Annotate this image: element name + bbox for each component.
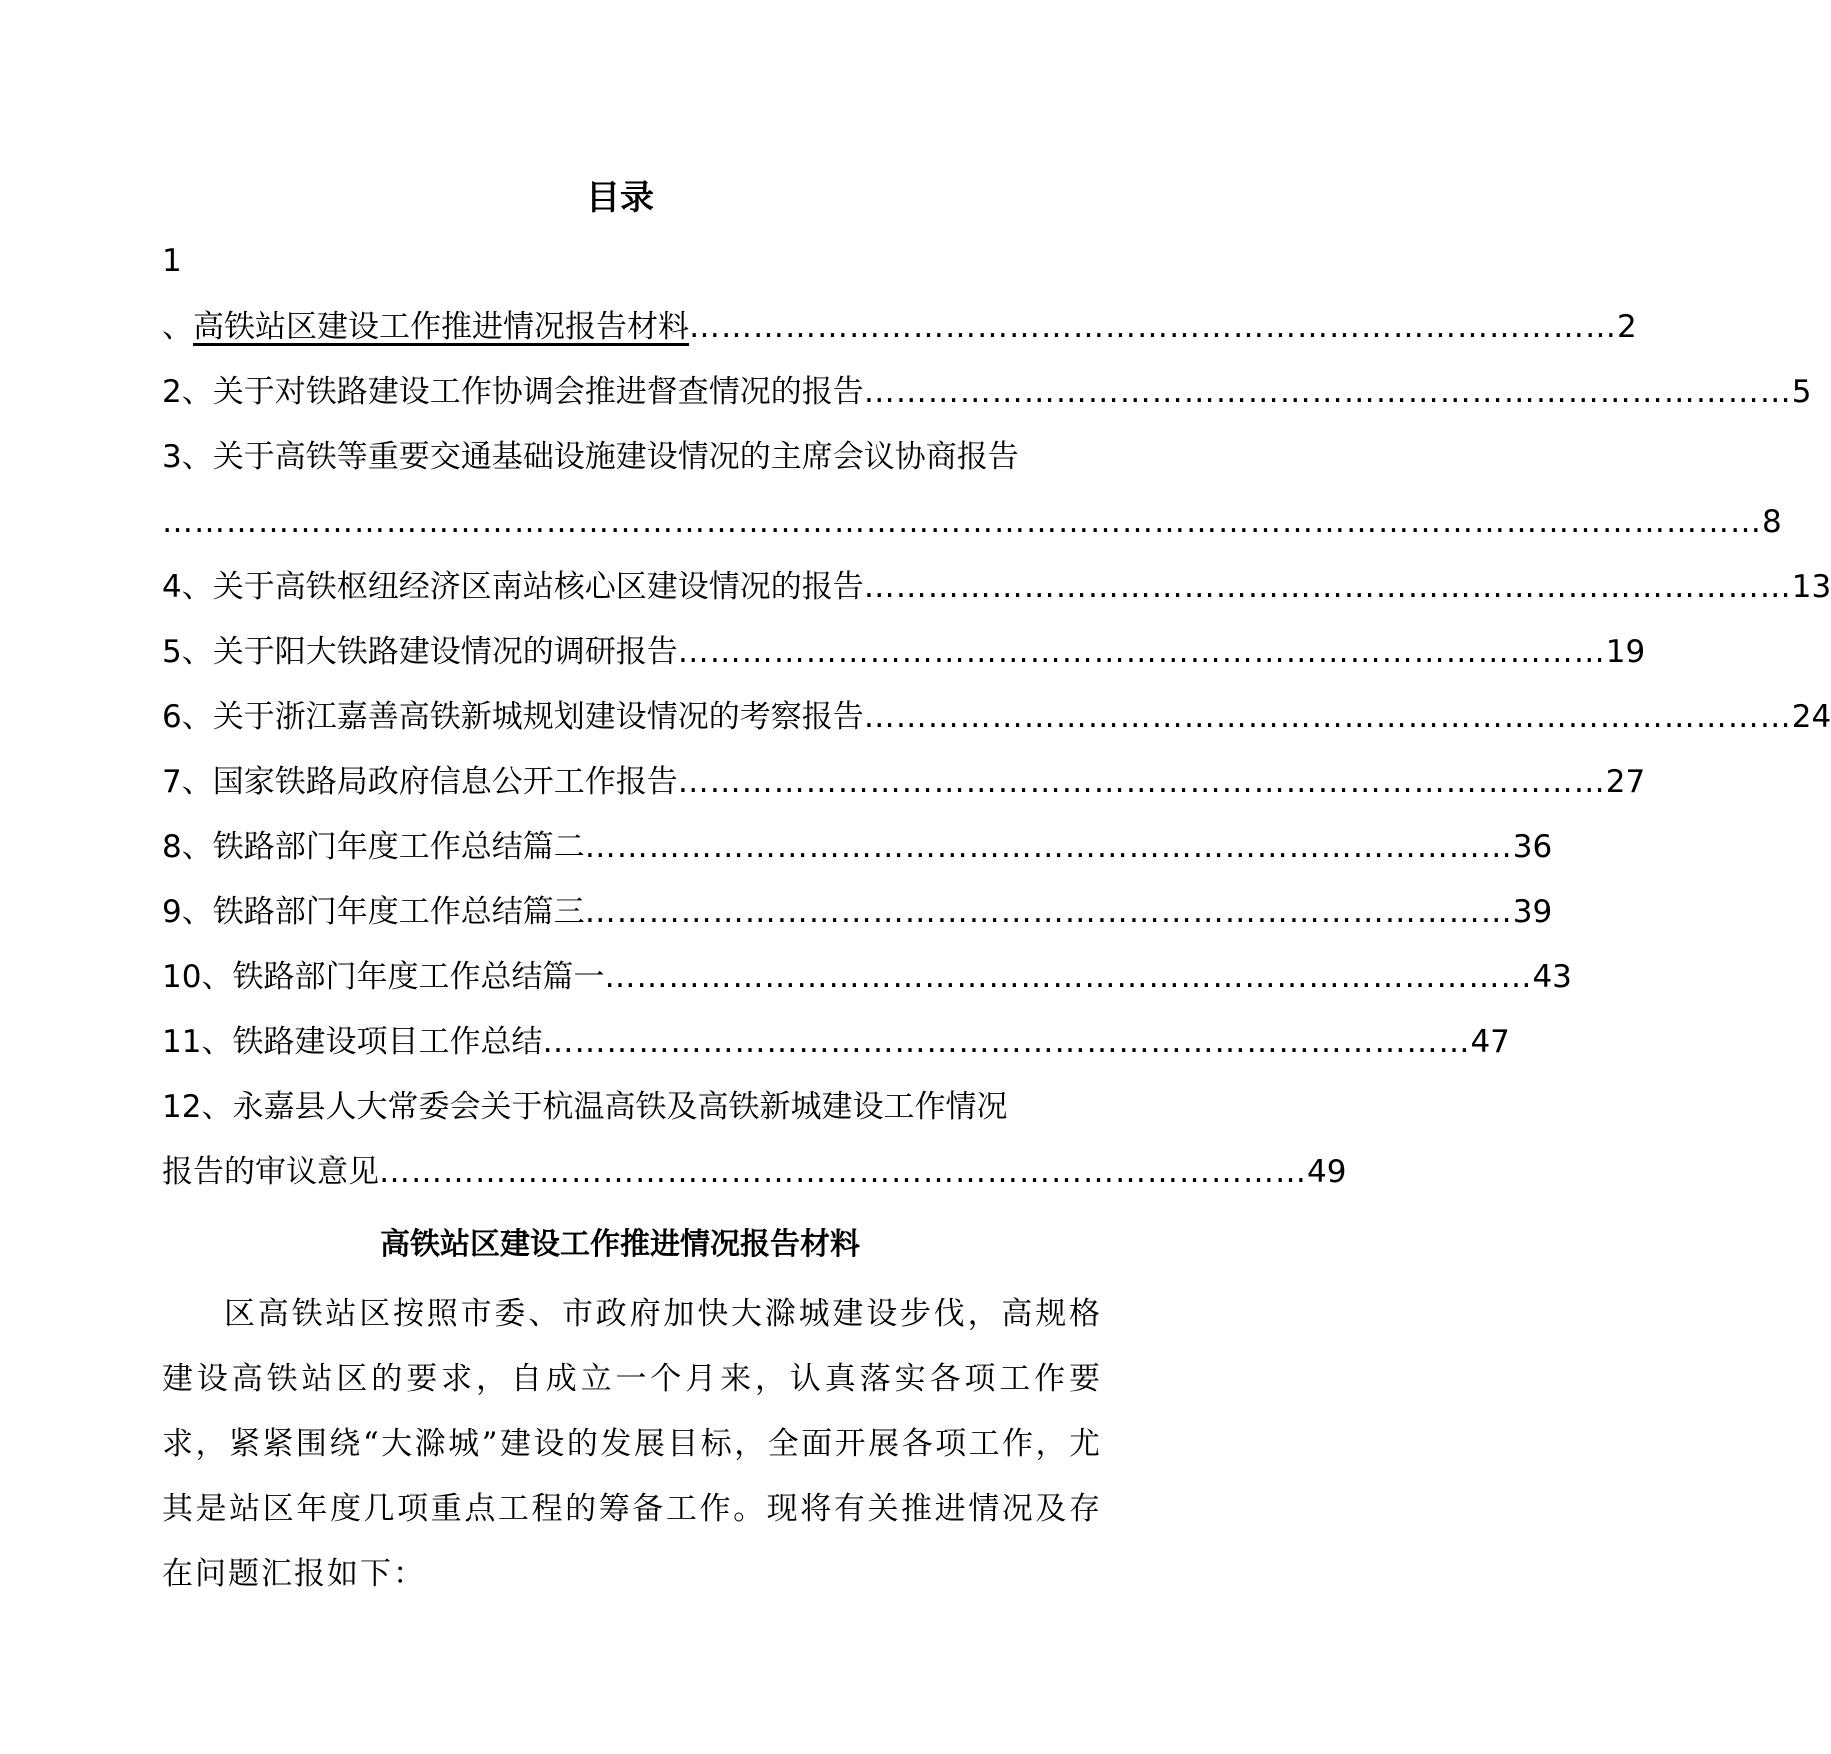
toc-entry-page: 2: [1617, 309, 1637, 345]
toc-entry-title: 6、关于浙江嘉善高铁新城规划建设情况的考察报告: [162, 699, 864, 735]
toc-leader-dots: ……………………………………………………………………………: [379, 1154, 1307, 1190]
toc-entry-6[interactable]: [162, 692, 1831, 742]
toc-entry-5[interactable]: [162, 627, 1646, 677]
toc-entry-title-continued: 报告的审议意见: [162, 1154, 379, 1190]
toc-entry-12-leader[interactable]: [162, 1147, 1347, 1197]
toc-entry-title: 2、关于对铁路建设工作协调会推进督查情况的报告: [162, 374, 864, 410]
toc-leader-dots: ……………………………………………………………………………: [604, 959, 1533, 995]
toc-entry-page: 5: [1791, 374, 1812, 410]
toc-leader-dots: ……………………………………………………………………………………………………………………………………: [162, 504, 1762, 540]
toc-leader-dots: ……………………………………………………………………………: [677, 634, 1606, 670]
toc-entry-page: 39: [1512, 894, 1553, 930]
toc-entry-7[interactable]: [162, 757, 1646, 807]
toc-entry-3-title[interactable]: [162, 432, 1100, 482]
toc-entry-number: 1: [162, 243, 182, 279]
toc-entry-8[interactable]: [162, 822, 1553, 872]
toc-entry-page: 47: [1470, 1024, 1510, 1060]
toc-entry-page: 13: [1791, 569, 1831, 605]
toc-leader-dots: ……………………………………………………………………………: [689, 309, 1617, 345]
toc-entry-page: 49: [1307, 1154, 1347, 1190]
toc-entry-title: 5、关于阳大铁路建设情况的调研报告: [162, 634, 678, 670]
toc-leader-dots: ……………………………………………………………………………: [584, 829, 1513, 865]
toc-entry-12-title[interactable]: [162, 1082, 1100, 1132]
toc-entry-11[interactable]: [162, 1017, 1510, 1067]
toc-entry-title: 7、国家铁路局政府信息公开工作报告: [162, 764, 678, 800]
toc-entry-link[interactable]: 高铁站区建设工作推进情况报告材料: [193, 309, 689, 345]
toc-entry-1[interactable]: [162, 302, 1637, 352]
toc-entry-page: 43: [1532, 959, 1572, 995]
toc-leader-dots: ……………………………………………………………………………: [863, 699, 1792, 735]
toc-entry-2[interactable]: [162, 367, 1812, 417]
toc-entry-10[interactable]: [162, 952, 1572, 1002]
toc-leader-dots: ……………………………………………………………………………: [677, 764, 1606, 800]
toc-entry-title: 8、铁路部门年度工作总结篇二: [162, 829, 585, 865]
toc-entry-title: 10、铁路部门年度工作总结篇一: [162, 959, 605, 995]
toc-title: 目录: [586, 178, 654, 218]
body-paragraph: 区高铁站区按照市委、市政府加快大滁城建设步伐，高规格建设高铁站区的要求，自成立一个月来，认真落实各项工作要求，紧紧围绕“大滁城”建设的发展目标，全面开展各项工作，尤其是站区年度几项重点工程的筹备工作。现将有关推进情况及存在问题汇报如下：: [162, 1296, 1102, 1592]
toc-leader-dots: ……………………………………………………………………………: [863, 569, 1792, 605]
toc-leader-dots: ……………………………………………………………………………: [584, 894, 1513, 930]
toc-entry-4[interactable]: [162, 562, 1831, 612]
toc-entry-title: 9、铁路部门年度工作总结篇三: [162, 894, 585, 930]
toc-entry-page: 36: [1512, 829, 1553, 865]
toc-entry-1-number: [162, 236, 1100, 286]
toc-entry-3-leader[interactable]: [162, 497, 1782, 547]
toc-entry-page: 24: [1791, 699, 1831, 735]
toc-leader-dots: ……………………………………………………………………………: [542, 1024, 1471, 1060]
toc-entry-title: 4、关于高铁枢纽经济区南站核心区建设情况的报告: [162, 569, 864, 605]
toc-entry-title: 11、铁路建设项目工作总结: [162, 1024, 543, 1060]
toc-entry-title: 3、关于高铁等重要交通基础设施建设情况的主席会议协商报告: [162, 439, 1019, 475]
toc-entry-page: 19: [1605, 634, 1646, 670]
section-heading: 高铁站区建设工作推进情况报告材料: [380, 1227, 860, 1262]
toc-entry-page: 8: [1762, 504, 1782, 540]
toc-entry-title: 12、永嘉县人大常委会关于杭温高铁及高铁新城建设工作情况: [162, 1089, 1008, 1125]
toc-entry-page: 27: [1605, 764, 1646, 800]
toc-leader-dots: ……………………………………………………………………………: [863, 374, 1792, 410]
toc-entry-9[interactable]: [162, 887, 1553, 937]
toc-entry-prefix: 、: [162, 309, 193, 345]
